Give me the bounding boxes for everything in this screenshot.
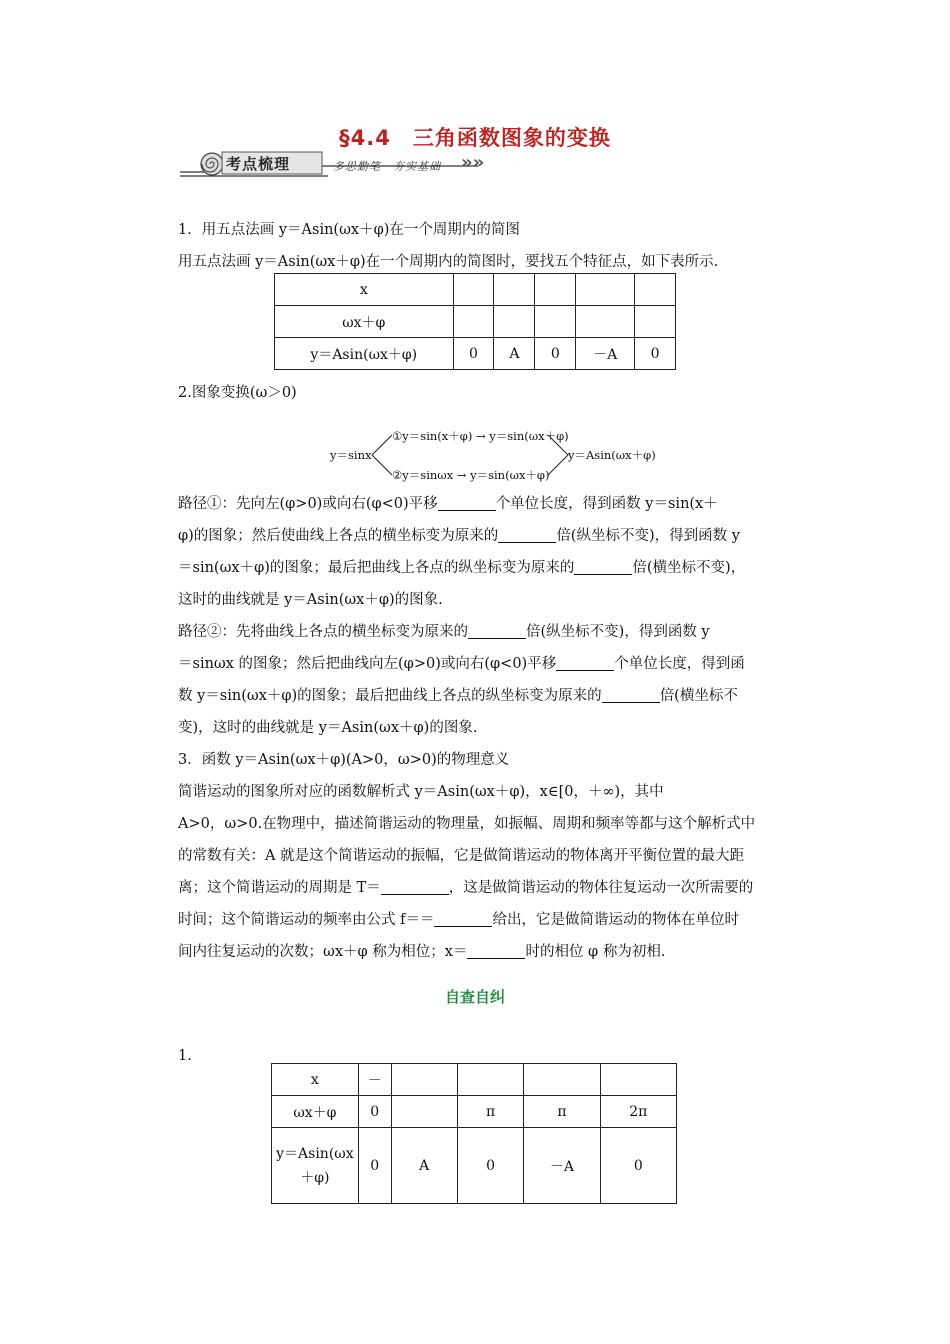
row-label: ωx＋φ — [272, 1096, 359, 1128]
row-label: x — [272, 1064, 359, 1096]
table-cell — [494, 306, 535, 338]
transform-diagram — [330, 426, 660, 484]
table-cell: 0 — [358, 1128, 391, 1204]
text: 个单位长度，得到函 — [614, 656, 745, 672]
table-cell — [453, 306, 494, 338]
diagram-path-1: ①y＝sin(x＋φ) → y＝sin(ωx＋φ) — [392, 429, 569, 443]
text: 数 y＝sin(ωx＋φ)的图象；最后把曲线上各点的纵坐标变为原来的 — [178, 688, 602, 704]
answer-table — [271, 1063, 677, 1204]
route-2-line — [178, 680, 808, 712]
route-2-line — [178, 616, 808, 648]
section-1-heading: 1．用五点法画 y＝Asin(ωx＋φ)在一个周期内的简图 — [178, 222, 520, 238]
route-1-line: 这时的曲线就是 y＝Asin(ωx＋φ)的图象. — [178, 592, 443, 608]
section-banner — [178, 150, 508, 182]
table-cell: π — [457, 1096, 523, 1128]
section-3-line: 简谐运动的图象所对应的函数解析式 y＝Asin(ωx＋φ)，x∈[0，＋∞)，其中 — [178, 784, 664, 800]
answer-blank — [381, 876, 449, 895]
text: 给出，它是做简谐运动的物体在单位时 — [492, 912, 739, 928]
table-cell: A — [391, 1128, 457, 1204]
text: 个单位长度，得到函数 y＝sin(x＋ — [495, 496, 718, 512]
row-label: ωx＋φ — [275, 306, 454, 338]
diagram-end: y＝Asin(ωx＋φ) — [568, 448, 656, 462]
table-cell: π — [524, 1096, 600, 1128]
text: ＝sin(ωx＋φ)的图象；最后把曲线上各点的纵坐标变为原来的 — [178, 560, 575, 576]
table-cell: －A — [524, 1128, 600, 1204]
answer-blank — [602, 684, 660, 703]
answer-blank — [468, 620, 526, 639]
answer-blank — [434, 908, 492, 927]
text: 时的相位 φ 称为初相. — [525, 944, 666, 960]
page-title: §4.4 三角函数图象的变换 — [339, 126, 611, 150]
table-cell: － — [358, 1064, 391, 1096]
text: 路径①：先向左(φ>0)或向右(φ<0)平移 — [178, 496, 438, 512]
answer-number: 1. — [178, 1048, 192, 1064]
text: 倍(纵坐标不变)，得到函数 y — [556, 528, 740, 544]
text: 倍(横坐标不 — [659, 688, 738, 704]
table-cell — [524, 1064, 600, 1096]
answer-blank — [467, 940, 525, 959]
route-1-line — [178, 488, 808, 520]
section-3-line: A>0，ω>0.在物理中，描述简谐运动的物理量，如振幅、周期和频率等都与这个解析式中 — [178, 816, 756, 832]
text: ＝sinωx 的图象；然后把曲线向左(φ>0)或向右(φ<0)平移 — [178, 656, 557, 672]
table-cell — [457, 1064, 523, 1096]
diagram-path-2: ②y＝sinωx → y＝sin(ωx＋φ) — [392, 468, 550, 482]
answer-blank — [498, 524, 556, 543]
table-cell — [600, 1064, 676, 1096]
text: 时间；这个简谐运动的频率由公式 f＝＝ — [178, 912, 435, 928]
answer-blank — [438, 492, 496, 511]
text: 倍(横坐标不变)， — [632, 560, 746, 576]
table-cell — [535, 274, 576, 306]
section-1-body: 用五点法画 y＝Asin(ωx＋φ)在一个周期内的简图时，要找五个特征点，如下表所示. — [178, 254, 719, 270]
section-3-line: 的常数有关：A 就是这个简谐运动的振幅，它是做简谐运动的物体离开平衡位置的最大距 — [178, 848, 745, 864]
table-cell — [576, 274, 635, 306]
text: 间内往复运动的次数；ωx＋φ 称为相位；x＝ — [178, 944, 468, 960]
table-cell: 2π — [600, 1096, 676, 1128]
section-2-heading: 2.图象变换(ω＞0) — [178, 385, 297, 401]
section-3-line — [178, 872, 808, 904]
answer-blank — [574, 556, 632, 575]
text: φ)的图象；然后使曲线上各点的横坐标变为原来的 — [178, 528, 499, 544]
table-cell — [635, 274, 676, 306]
banner-label: 考点梳理 — [226, 155, 291, 173]
text: 离；这个简谐运动的周期是 T＝ — [178, 880, 381, 896]
row-label: x — [275, 274, 454, 306]
section-3-line — [178, 936, 808, 968]
table-cell: A — [494, 338, 535, 370]
table-cell — [635, 306, 676, 338]
table-cell — [576, 306, 635, 338]
table-cell: 0 — [600, 1128, 676, 1204]
text: ，这是做简谐运动的物体往复运动一次所需要的 — [448, 880, 754, 896]
row-label: y＝Asin(ωx＋φ) — [272, 1128, 359, 1204]
table-row — [272, 1064, 677, 1096]
diagram-start: y＝sinx — [330, 448, 372, 462]
table-cell — [453, 274, 494, 306]
table-row — [275, 274, 676, 306]
row-label: y＝Asin(ωx＋φ) — [275, 338, 454, 370]
five-point-table — [274, 273, 676, 370]
double-arrow-icon: »» — [461, 152, 485, 173]
table-cell: 0 — [453, 338, 494, 370]
section-3-heading: 3．函数 y＝Asin(ωx＋φ)(A>0，ω>0)的物理意义 — [178, 752, 510, 768]
table-cell — [391, 1096, 457, 1128]
table-cell: 0 — [457, 1128, 523, 1204]
table-cell — [535, 306, 576, 338]
table-row — [272, 1128, 677, 1204]
table-cell — [494, 274, 535, 306]
table-row — [272, 1096, 677, 1128]
route-2-line — [178, 648, 808, 680]
table-row — [275, 338, 676, 370]
table-row — [275, 306, 676, 338]
section-3-line — [178, 904, 808, 936]
answer-blank — [556, 652, 614, 671]
table-cell — [391, 1064, 457, 1096]
route-1-line — [178, 520, 808, 552]
text: 倍(纵坐标不变)，得到函数 y — [526, 624, 710, 640]
table-cell: －A — [576, 338, 635, 370]
text: 路径②：先将曲线上各点的横坐标变为原来的 — [178, 624, 468, 640]
route-2-line: 变)，这时的曲线就是 y＝Asin(ωx＋φ)的图象. — [178, 720, 478, 736]
self-check-title: 自查自纠 — [444, 988, 505, 1006]
table-cell: 0 — [535, 338, 576, 370]
table-cell: 0 — [635, 338, 676, 370]
table-cell: 0 — [358, 1096, 391, 1128]
banner-subtitle: 多思勤笔 夯实基础 — [333, 160, 441, 173]
route-1-line — [178, 552, 808, 584]
